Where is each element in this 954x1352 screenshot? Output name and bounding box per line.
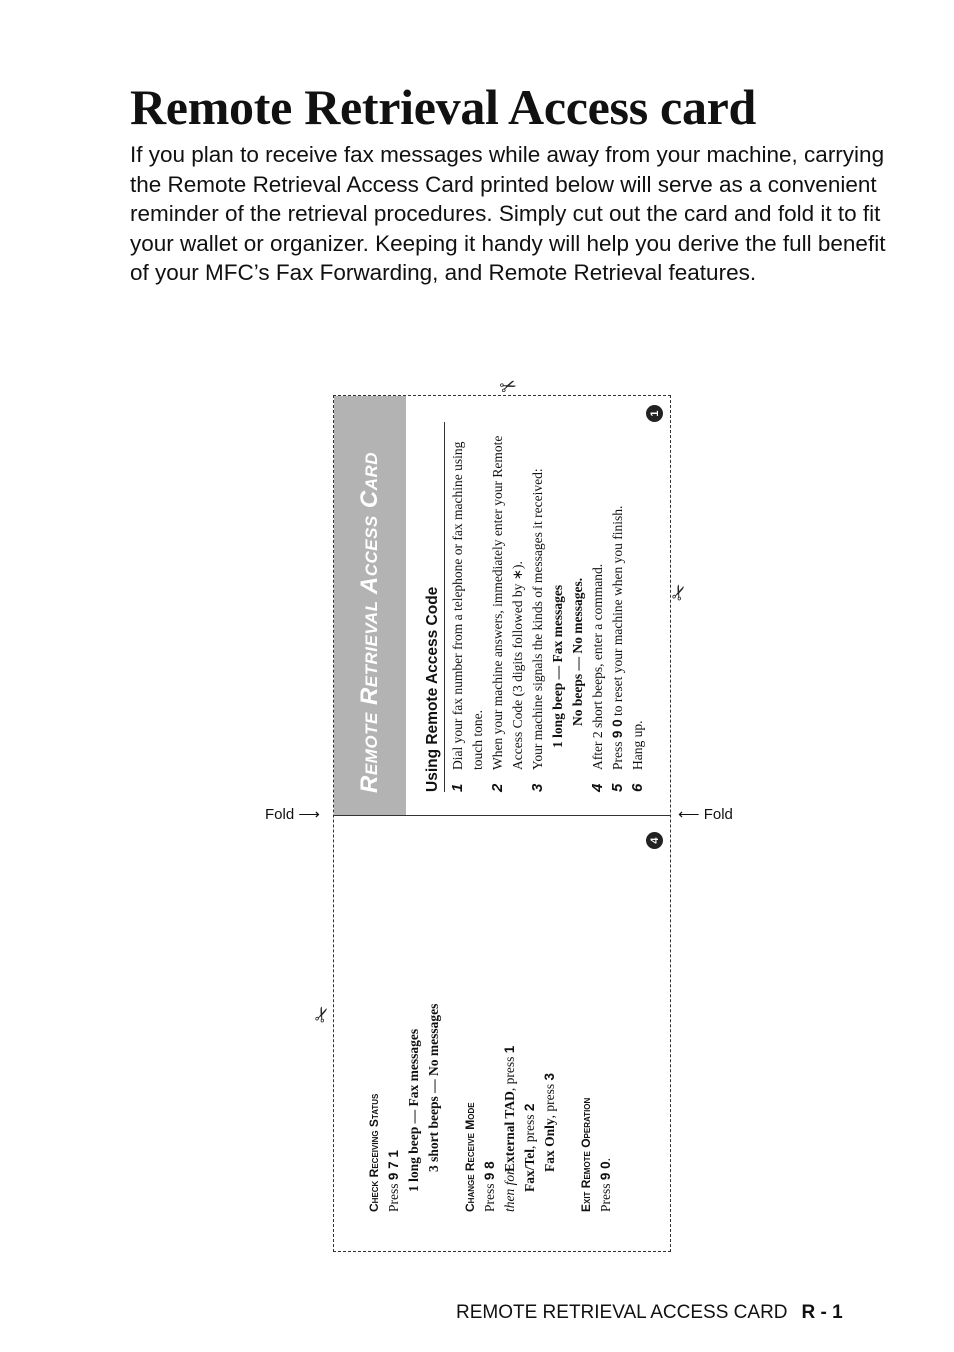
change-mode-press: Press 9 8 [482, 1161, 497, 1212]
change-mode-option: then forExternal TAD, press 1 [502, 1045, 517, 1212]
change-mode-heading: Change Receive Mode [463, 1102, 477, 1212]
section-heading: Using Remote Access Code [424, 422, 445, 792]
check-status-line: 3 short beeps — No messages [426, 1003, 441, 1172]
card-title: Remote Retrieval Access Card [356, 451, 383, 793]
exit-press: Press 9 0. [598, 1157, 613, 1212]
step-item: 4 After 2 short beeps, enter a command. [589, 563, 606, 792]
fold-label-left: Fold ⟶ [265, 806, 320, 823]
check-status-line: 1 long beep — Fax messages [406, 1028, 421, 1192]
fold-line [333, 815, 671, 816]
page-footer [456, 1302, 843, 1324]
signal-line: 1 long beep — Fax messages [550, 584, 565, 748]
panel-number-badge: 1 [646, 405, 663, 422]
signal-line: No beeps — No messages. [570, 577, 585, 726]
step-item: 5 Press 9 0 to reset your machine when you finish. [609, 505, 626, 792]
arrow-left-icon: ⟵ [678, 806, 700, 823]
fold-label-right: ⟵ Fold [678, 806, 733, 823]
footer-label: REMOTE RETRIEVAL ACCESS CARD [456, 1302, 788, 1323]
change-mode-option: Fax Only, press 3 [542, 1072, 557, 1172]
scissors-icon: ✂ [309, 1003, 337, 1027]
panel-number-badge: 4 [646, 832, 663, 849]
step-item: 6 Hang up. [629, 720, 646, 792]
step-item: 1 Dial your fax number from a telephone or fax machine using touch tone. [449, 441, 485, 792]
scissors-icon: ✂ [496, 373, 521, 401]
intro-paragraph: If you plan to receive fax messages while away from your machine, carrying the Remote Retrieval Access Card printed below will serve as a convenient reminder of the retrieval procedures. Simply cut out the card and fold it to fit your wallet or organizer. Keeping it handy will help you derive the full benefit of your MFC’s Fax Forwarding, and Remote Retrieval features. [130, 142, 886, 285]
change-mode-option: Fax/Tel, press 2 [522, 1103, 537, 1192]
page-title: Remote Retrieval Access card [130, 79, 757, 135]
check-status-press: Press 9 7 1 [386, 1150, 401, 1212]
step-item: 2 When your machine answers, immediately enter your Remote Access Code (3 digits followed by ∗). [489, 435, 525, 792]
section-commands [358, 1004, 616, 1212]
exit-heading: Exit Remote Operation [579, 1097, 593, 1212]
check-status-heading: Check Receiving Status [367, 1093, 381, 1212]
scissors-icon: ✂ [666, 581, 694, 605]
step-item: 3 Your machine signals the kinds of messages it received: [529, 468, 546, 792]
arrow-right-icon: ⟶ [298, 806, 320, 823]
section-using-remote-access-code [424, 422, 648, 792]
page-number: R - 1 [801, 1302, 843, 1323]
